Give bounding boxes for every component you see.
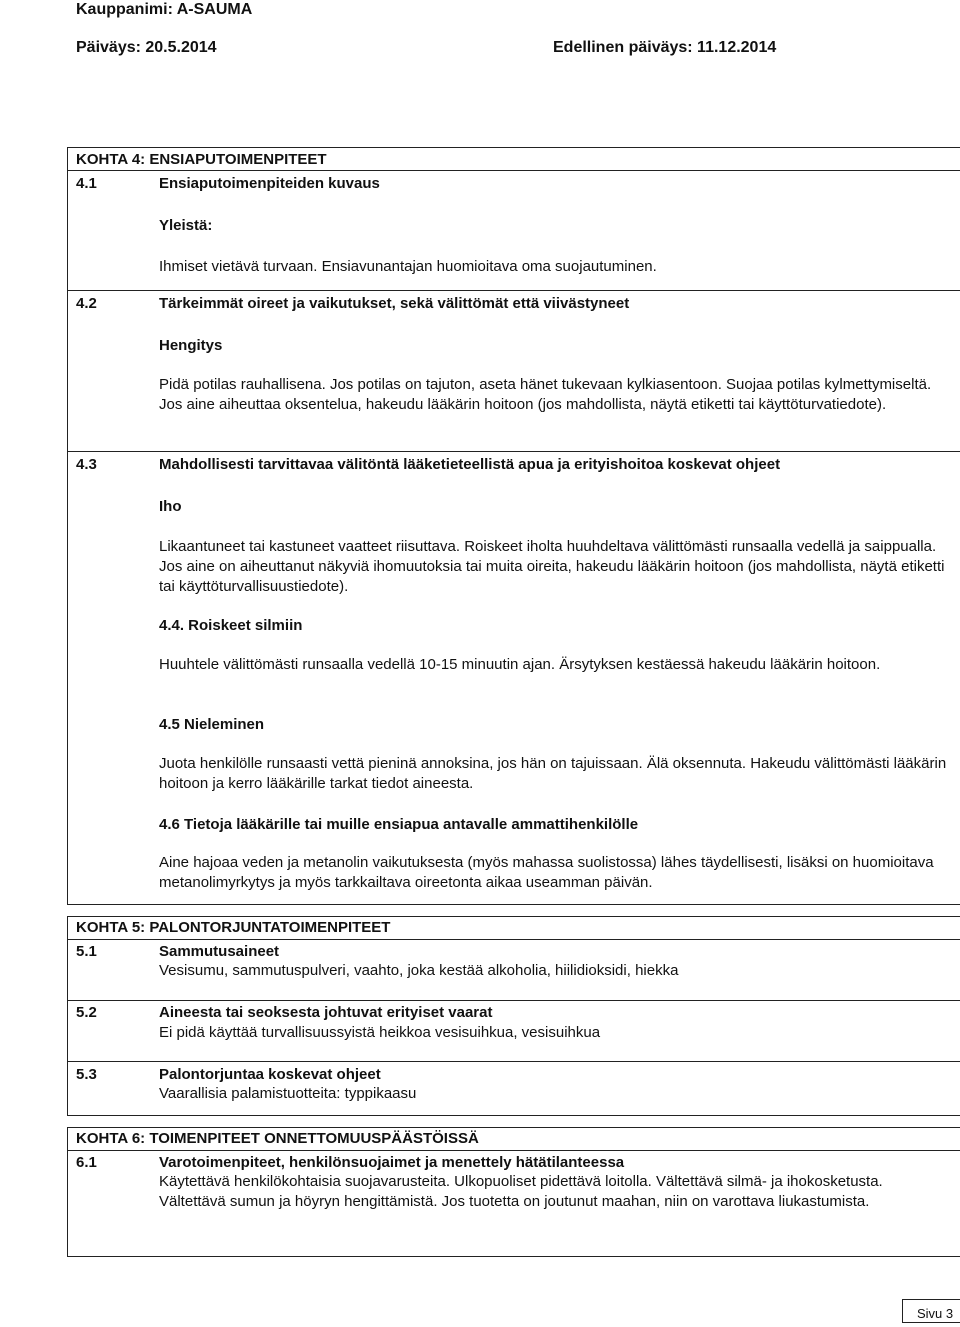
section-5-1-number: 5.1: [76, 943, 97, 960]
section-4-3-title: Mahdollisesti tarvittavaa välitöntä lääketieteellistä apua ja erityishoitoa koskevat ohjeet: [159, 456, 781, 473]
section-5-3-number: 5.3: [76, 1066, 97, 1083]
section-6-1-title: Varotoimenpiteet, henkilönsuojaimet ja menettely hätätilanteessa: [159, 1154, 625, 1171]
section-4-title: KOHTA 4: ENSIAPUTOIMENPITEET: [76, 151, 327, 168]
section-6-1-text: Käytettävä henkilökohtaisia suojavarusteita. Ulkopuoliset pidettävä loitolla. Vältettävä silmä- ja ihokosketusta. Vältettävä sumun ja höyryn hengittämistä. Jos tuotetta on joutunut maahan, niin on varottava liukastumista.: [159, 1173, 883, 1210]
section-4-3-text: Likaantuneet tai kastuneet vaatteet riisuttava. Roiskeet iholta huuhdeltava välittömästi runsaalla vedellä ja saippualla. Jos aine on aiheuttanut näkyviä ihomuutoksia tai muita oireita, hakeudu lääkärin hoitoon (jos mahdollista, näytä etiketti tai käyttöturvallisuustiedote).: [159, 538, 945, 595]
section-4-4-text: Huuhtele välittömästi runsaalla vedellä 10-15 minuutin ajan. Ärsytyksen kestäessä hakeudu lääkärin hoitoon.: [159, 656, 881, 673]
previous-date: Edellinen päiväys: 11.12.2014: [553, 39, 777, 56]
section-5-2-text: Ei pidä käyttää turvallisuussyistä heikkoa vesisuihkua, vesisuihkua: [159, 1024, 601, 1041]
section-5-title: KOHTA 5: PALONTORJUNTATOIMENPITEET: [76, 919, 391, 936]
trade-name: Kauppanimi: A-SAUMA: [76, 1, 253, 18]
section-4-5-text: Juota henkilölle runsaasti vettä pieninä annoksina, jos hän on tajuissaan. Älä oksennuta. Hakeudu välittömästi lääkärin hoitoon ja kerro lääkärille tarkat tiedot aineesta.: [159, 755, 947, 792]
section-5-2-title: Aineesta tai seoksesta johtuvat erityiset vaarat: [159, 1004, 493, 1021]
section-5-1-text: Vesisumu, sammutuspulveri, vaahto, joka kestää alkoholia, hiilidioksidi, hiekka: [159, 962, 679, 979]
section-4-1-text: Ihmiset vietävä turvaan. Ensiavunantajan huomioitava oma suojautuminen.: [159, 258, 657, 275]
section-5-2-number: 5.2: [76, 1004, 97, 1021]
section-4-6-text: Aine hajoaa veden ja metanolin vaikutuksesta (myös mahassa suolistossa) lähes täydellisesti, lisäksi on huomioitava metanolimyrkytys ja myös tarkkailtava oireetonta aikaa useamman päivän.: [159, 854, 934, 891]
section-4-6-title: 4.6 Tietoja lääkärille tai muille ensiapua antavalle ammattihenkilölle: [159, 816, 639, 833]
divider-5-3: [67, 1061, 960, 1062]
divider-4-3: [67, 451, 960, 452]
section-6-1-number: 6.1: [76, 1154, 97, 1171]
section-4-4-title: 4.4. Roiskeet silmiin: [159, 617, 303, 634]
section-4-1-number: 4.1: [76, 175, 97, 192]
section-4-2-label: Hengitys: [159, 337, 223, 354]
date: Päiväys: 20.5.2014: [76, 39, 217, 56]
section-4-3-number: 4.3: [76, 456, 97, 473]
section-4-3-label: Iho: [159, 498, 182, 515]
section-6-title: KOHTA 6: TOIMENPITEET ONNETTOMUUSPÄÄSTÖISSÄ: [76, 1130, 479, 1147]
section-4-2-text: Pidä potilas rauhallisena. Jos potilas on tajuton, aseta hänet tukevaan kylkiasentoon. Suojaa potilas kylmettymiseltä. Jos aine aiheuttaa oksentelua, hakeudu lääkärin hoitoon (jos mahdollista, näytä etiketti tai käyttöturvatiedote).: [159, 376, 932, 413]
section-5-3-title: Palontorjuntaa koskevat ohjeet: [159, 1066, 381, 1083]
section-4-5-title: 4.5 Nieleminen: [159, 716, 265, 733]
page-number: Sivu 3: [902, 1299, 960, 1323]
divider-5-2: [67, 1000, 960, 1001]
section-5-3-text: Vaarallisia palamistuotteita: typpikaasu: [159, 1085, 417, 1102]
section-4-2-title: Tärkeimmät oireet ja vaikutukset, sekä välittömät että viivästyneet: [159, 295, 630, 312]
section-4-1-title: Ensiaputoimenpiteiden kuvaus: [159, 175, 380, 192]
section-5-1-title: Sammutusaineet: [159, 943, 280, 960]
section-4-1-label: Yleistä:: [159, 217, 213, 234]
section-4-2-number: 4.2: [76, 295, 97, 312]
divider-4-2: [67, 290, 960, 291]
